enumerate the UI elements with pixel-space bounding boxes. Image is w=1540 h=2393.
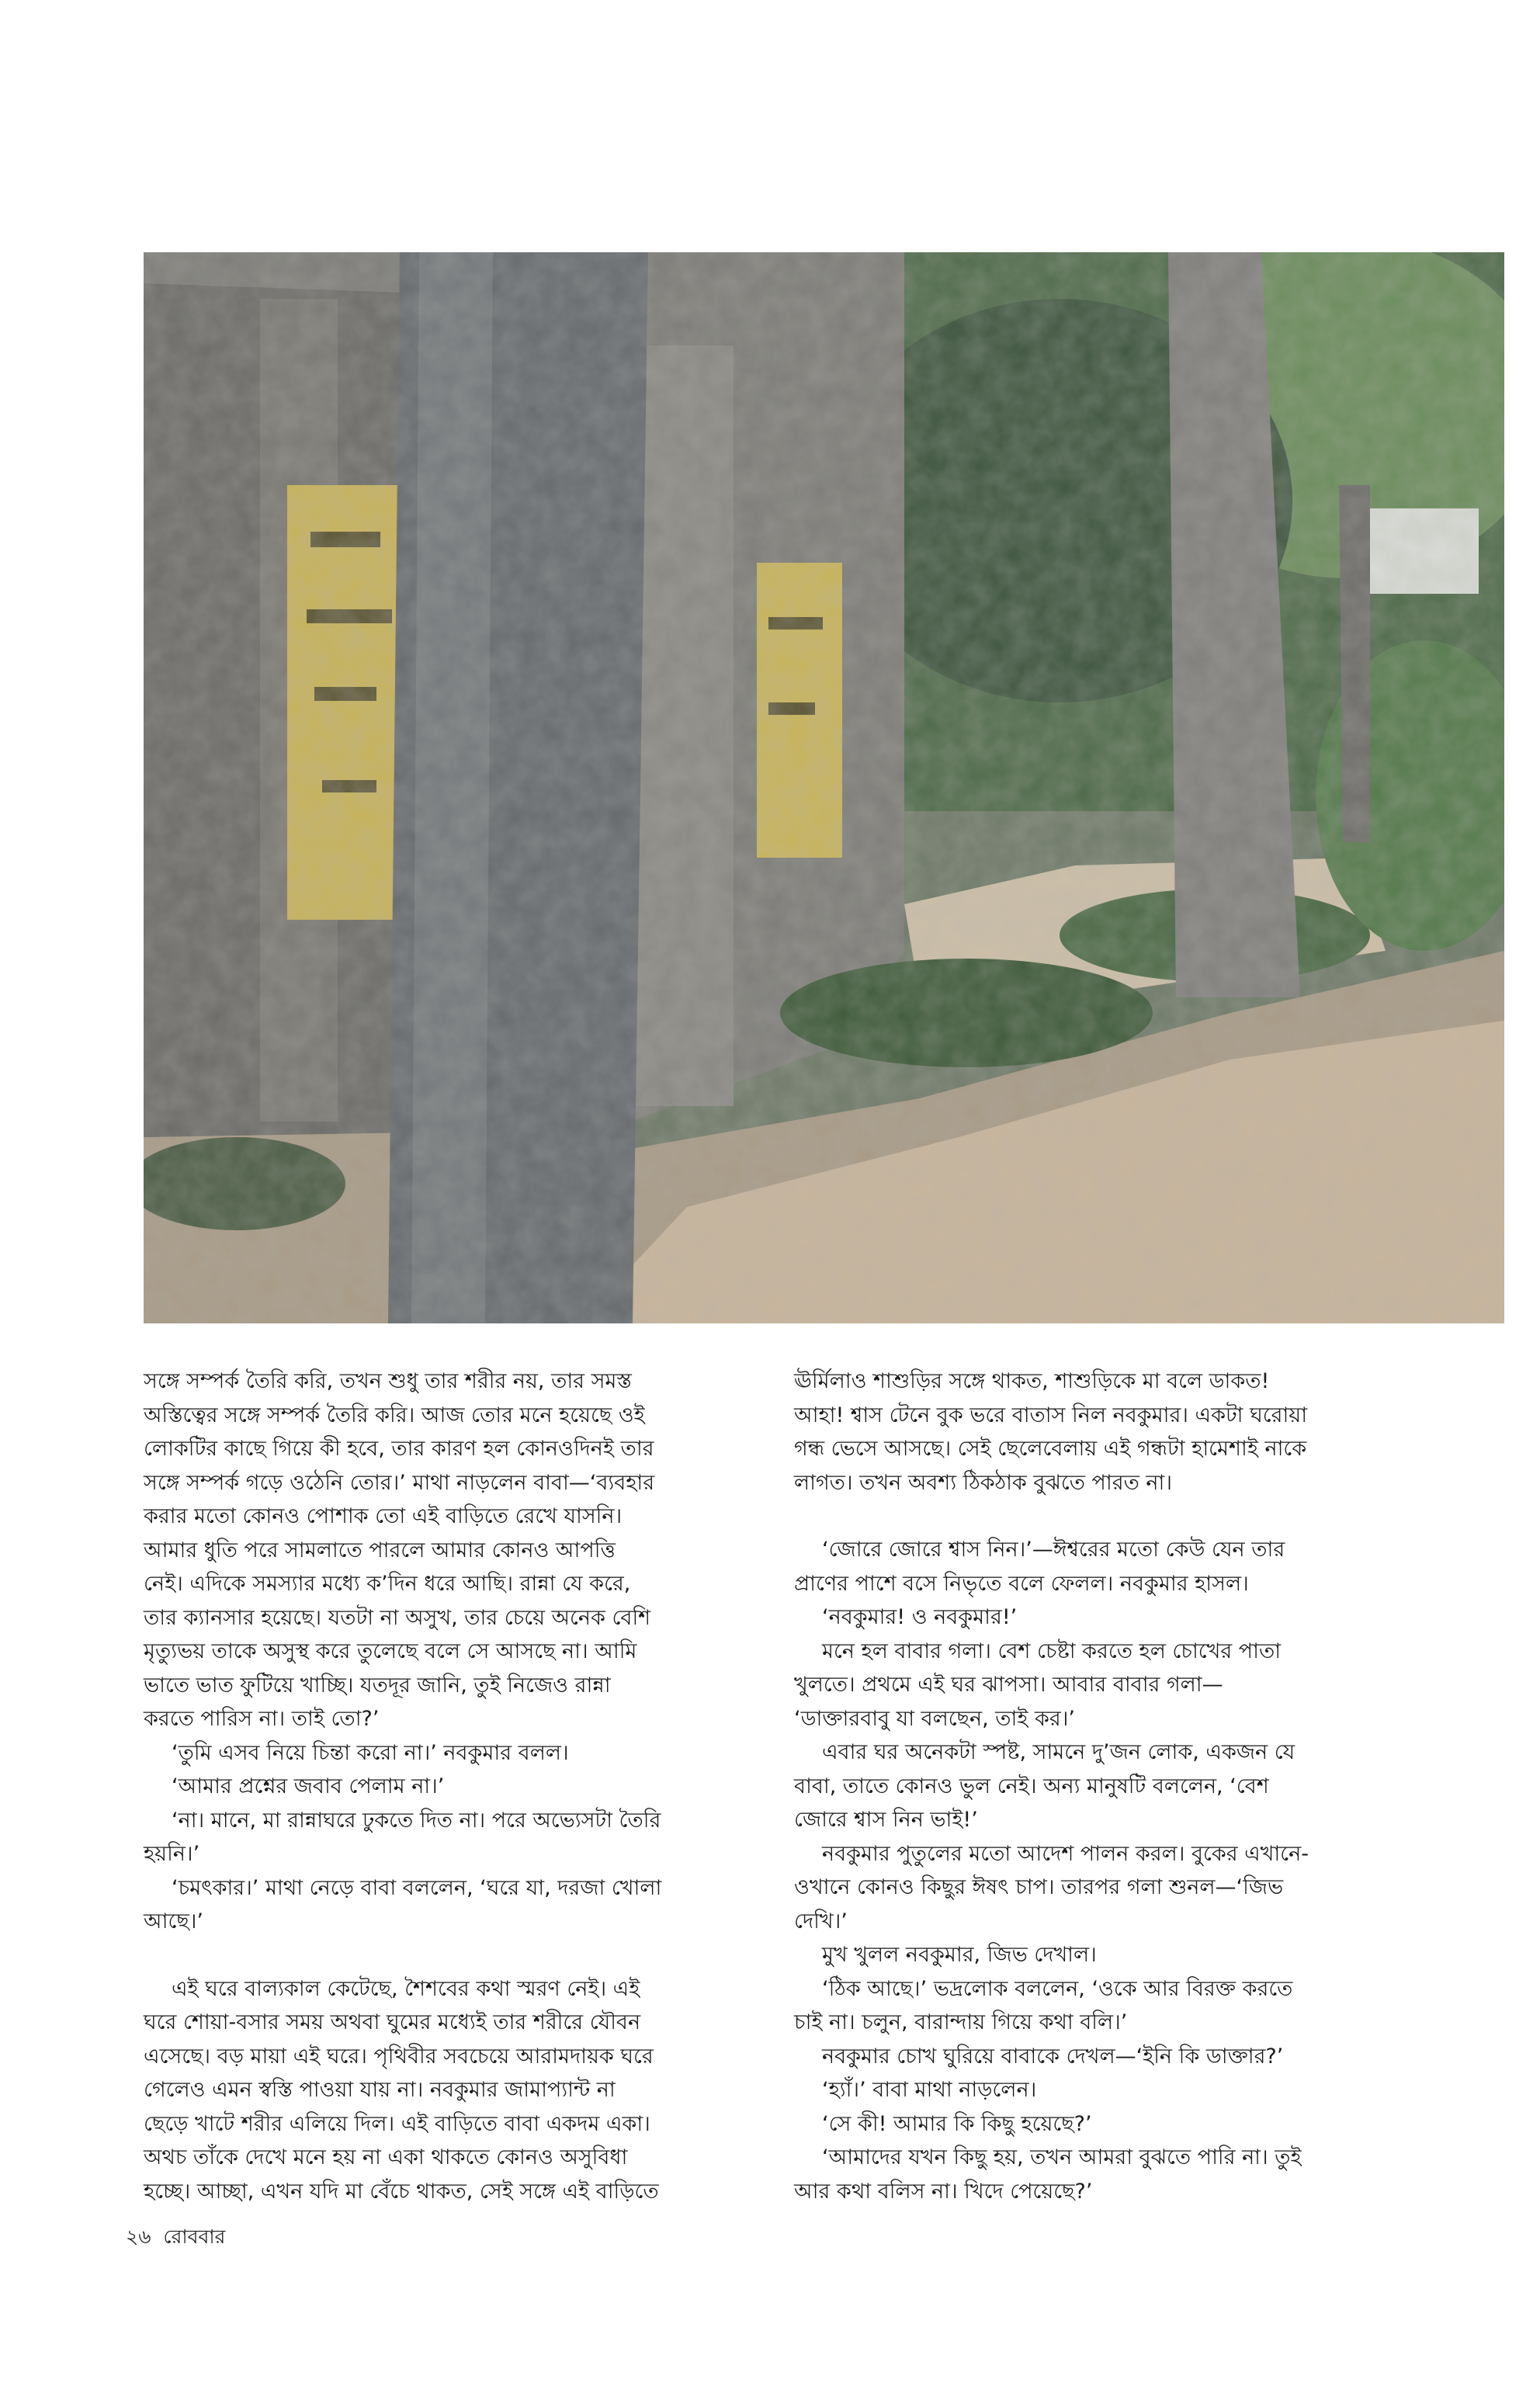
paragraph: ‘সে কী! আমার কি কিছু হয়েছে?’ <box>822 2111 1092 2136</box>
paragraph: নবকুমার পুতুলের মতো আদেশ পালন করল। বুকের এখানে- ওখানে কোনও কিছুর ঈষৎ চাপ। তারপর গলা শুনল—‘জিভ দেখি।’ <box>794 1841 1309 1933</box>
paragraph: ‘নবকুমার! ও নবকুমার!’ <box>822 1605 1018 1629</box>
paragraph: ‘না। মানে, মা রান্নাঘরে ঢুকতে দিত না। পরে অভ্যেসটা তৈরি হয়নি।’ <box>144 1808 661 1866</box>
text-column-right <box>794 1365 1396 2208</box>
paragraph: ‘আমাদের যখন কিছু হয়, তখন আমরা বুঝতে পারি না। তুই আর কথা বলিস না। খিদে পেয়েছে?’ <box>794 2145 1302 2204</box>
paragraph: ‘জোরে জোরে শ্বাস নিন।’—ঈশ্বরের মতো কেউ যেন তার প্রাণের পাশে বসে নিভৃতে বলে ফেলল। নবকুমার হাসল। <box>794 1538 1285 1596</box>
paragraph: এই ঘরে বাল্যকাল কেটেছে, শৈশবের কথা স্মরণ নেই। এই ঘরে শোয়া-বসার সময় অথবা ঘুমের মধ্যেই তার শরীরে যৌবন এসেছে। বড় মায়া এই ঘরে। পৃথিবীর সবচেয়ে আরামদায়ক ঘরে গেলেও এমন স্বস্তি পাওয়া যায় না। নবকুমার জামাপ্যান্ট না ছেড়ে খাটে শরীর এলিয়ে দিল। এই বাড়িতে বাবা একদম একা। অথচ তাঁকে দেখে মনে হয় না একা থাকতে কোনও অসুবিধা হচ্ছে। আচ্ছা, এখন যদি মা বেঁচে থাকত, সেই সঙ্গে এই বাড়িতে <box>144 1976 659 2204</box>
paragraph: ঊর্মিলাও শাশুড়ির সঙ্গে থাকত, শাশুড়িকে মা বলে ডাকত! আহা! শ্বাস টেনে বুক ভরে বাতাস নিল নবকুমার। একটা ঘরোয়া গন্ধ ভেসে আসছে। সেই ছেলেবেলায় এই গন্ধটা হামেশাই নাকে লাগত। তখন অবশ্য ঠিকঠাক বুঝতে পারত না। <box>794 1369 1308 1495</box>
paragraph: ‘চমৎকার।’ মাথা নেড়ে বাবা বললেন, ‘ঘরে যা, দরজা খোলা আছে।’ <box>144 1875 662 1933</box>
paragraph: এবার ঘর অনেকটা স্পষ্ট, সামনে দু’জন লোক, একজন যে বাবা, তাতে কোনও ভুল নেই। অন্য মানুষটি বললেন, ‘বেশ জোরে শ্বাস নিন ভাই!’ <box>794 1740 1295 1832</box>
paragraph: মনে হল বাবার গলা। বেশ চেষ্টা করতে হল চোখের পাতা খুলতে। প্রথমে এই ঘর ঝাপসা। আবার বাবার গলা— ‘ডাক্তারবাবু যা বলছেন, তাই কর।’ <box>794 1639 1282 1731</box>
paragraph: ‘তুমি এসব নিয়ে চিন্তা করো না।’ নবকুমার বলল। <box>172 1740 569 1765</box>
paragraph: মুখ খুলল নবকুমার, জিভ দেখাল। <box>822 1943 1097 1967</box>
paragraph: ‘হ্যাঁ।’ বাবা মাথা নাড়লেন। <box>822 2078 1037 2102</box>
magazine-name: রোববার <box>163 2225 226 2248</box>
page-number: ২৬ <box>126 2225 151 2248</box>
text-column-left <box>144 1365 745 2208</box>
illustration-photo <box>144 252 1504 1323</box>
paragraph: নবকুমার চোখ ঘুরিয়ে বাবাকে দেখল—‘ইনি কি ডাক্তার?’ <box>822 2044 1284 2069</box>
paragraph: ‘আমার প্রশ্নের জবাব পেলাম না।’ <box>172 1774 445 1798</box>
page-footer <box>126 2221 225 2255</box>
paragraph: ‘ঠিক আছে।’ ভদ্রলোক বললেন, ‘ওকে আর বিরক্ত করতে চাই না। চলুন, বারান্দায় গিয়ে কথা বলি।’ <box>794 1976 1293 2034</box>
paragraph: সঙ্গে সম্পর্ক তৈরি করি, তখন শুধু তার শরীর নয়, তার সমস্ত অস্তিত্বের সঙ্গে সম্পর্ক তৈরি করি। আজ তোর মনে হয়েছে ওই লোকটির কাছে গিয়ে কী হবে, তার কারণ হল কোনওদিনই তার সঙ্গে সম্পর্ক গড়ে ওঠেনি তোর।’ মাথা নাড়লেন বাবা—‘ব্যবহার করার মতো কোনও পোশাক তো এই বাড়িতে রেখে যাসনি। আমার ধুতি পরে সামলাতে পারলে আমার কোনও আপত্তি নেই। এদিকে সমস্যার মধ্যে ক’দিন ধরে আছি। রান্না যে করে, তার ক্যানসার হয়েছে। যতটা না অসুখ, তার চেয়ে অনেক বেশি মৃত্যুভয় তাকে অসুস্থ করে তুলেছে বলে সে আসছে না। আমি ভাতে ভাত ফুটিয়ে খাচ্ছি। যতদূর জানি, তুই নিজেও রান্না করতে পারিস না। তাই তো?’ <box>144 1369 655 1731</box>
